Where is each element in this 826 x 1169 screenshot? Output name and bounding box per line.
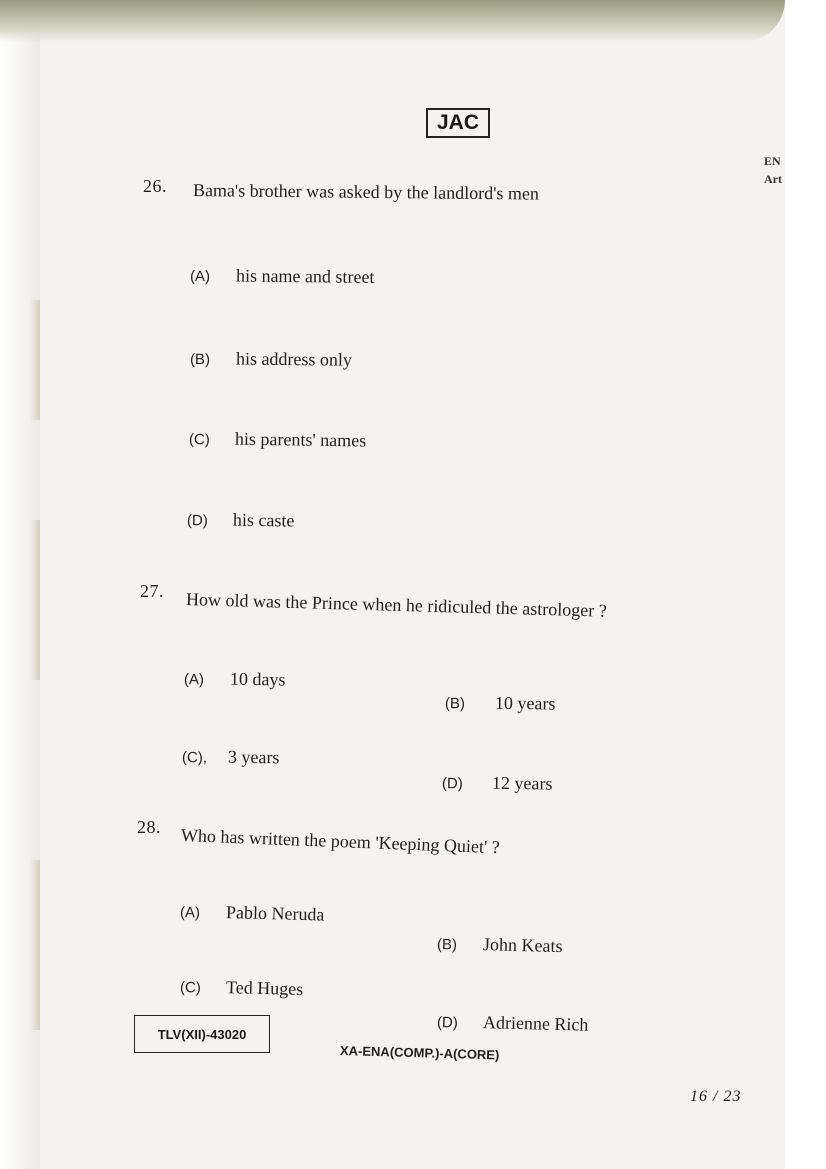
option-text: his parents' names	[234, 428, 367, 451]
option-c[interactable]	[189, 428, 366, 451]
question-number: 27.	[140, 581, 164, 601]
option-text: 10 days	[229, 668, 286, 690]
option-c[interactable]	[180, 976, 304, 1000]
option-text: 10 years	[494, 692, 556, 714]
option-text: Pablo Neruda	[225, 902, 325, 925]
option-label: (C),	[181, 749, 208, 767]
option-b[interactable]	[437, 933, 563, 957]
option-text: John Keats	[482, 934, 563, 957]
option-label: (A)	[179, 904, 201, 922]
option-label: (D)	[441, 775, 463, 793]
option-label: (A)	[189, 268, 211, 286]
option-label: (B)	[444, 695, 466, 713]
option-text: his address only	[235, 348, 353, 370]
option-label: (D)	[436, 1014, 459, 1032]
question-text: Bama's brother was asked by the landlord's men	[192, 180, 539, 204]
edge-cut-text: EN Art	[764, 154, 782, 186]
page-number: 16 / 23	[690, 1088, 742, 1105]
option-label: (C)	[179, 979, 202, 997]
page-top-shadow	[0, 0, 785, 42]
question-paper-code: TLV(XII)-43020	[157, 1026, 247, 1042]
option-label: (A)	[183, 671, 205, 689]
option-text: his caste	[232, 509, 295, 531]
option-text: Ted Huges	[225, 977, 304, 1000]
option-d[interactable]	[437, 1011, 589, 1036]
option-text: 3 years	[227, 746, 280, 768]
option-label: (C)	[188, 431, 210, 449]
option-label: (B)	[436, 936, 458, 954]
option-a[interactable]	[190, 265, 375, 288]
board-logo-box	[426, 108, 490, 138]
option-d[interactable]	[442, 772, 553, 795]
board-name: JAC	[436, 111, 479, 134]
option-text: Adrienne Rich	[482, 1012, 589, 1035]
option-b[interactable]	[445, 692, 556, 715]
option-label: (B)	[189, 351, 211, 369]
option-c[interactable]	[182, 746, 280, 768]
option-text: 12 years	[491, 772, 553, 794]
option-text: his name and street	[235, 265, 375, 287]
paper-code: XA-ENA(COMP.)-A(CORE)	[339, 1043, 500, 1063]
question-paper-code-box	[134, 1015, 270, 1053]
question-text: Who has written the poem 'Keeping Quiet' ?	[180, 825, 501, 858]
option-label: (D)	[186, 512, 208, 530]
option-d[interactable]	[187, 509, 295, 531]
question-number: 28.	[137, 817, 161, 837]
option-a[interactable]	[180, 901, 325, 926]
option-a[interactable]	[184, 668, 286, 690]
question-text: How old was the Prince when he ridiculed the astrologer ?	[185, 589, 608, 621]
option-b[interactable]	[190, 348, 352, 371]
question-number: 26.	[143, 176, 167, 196]
